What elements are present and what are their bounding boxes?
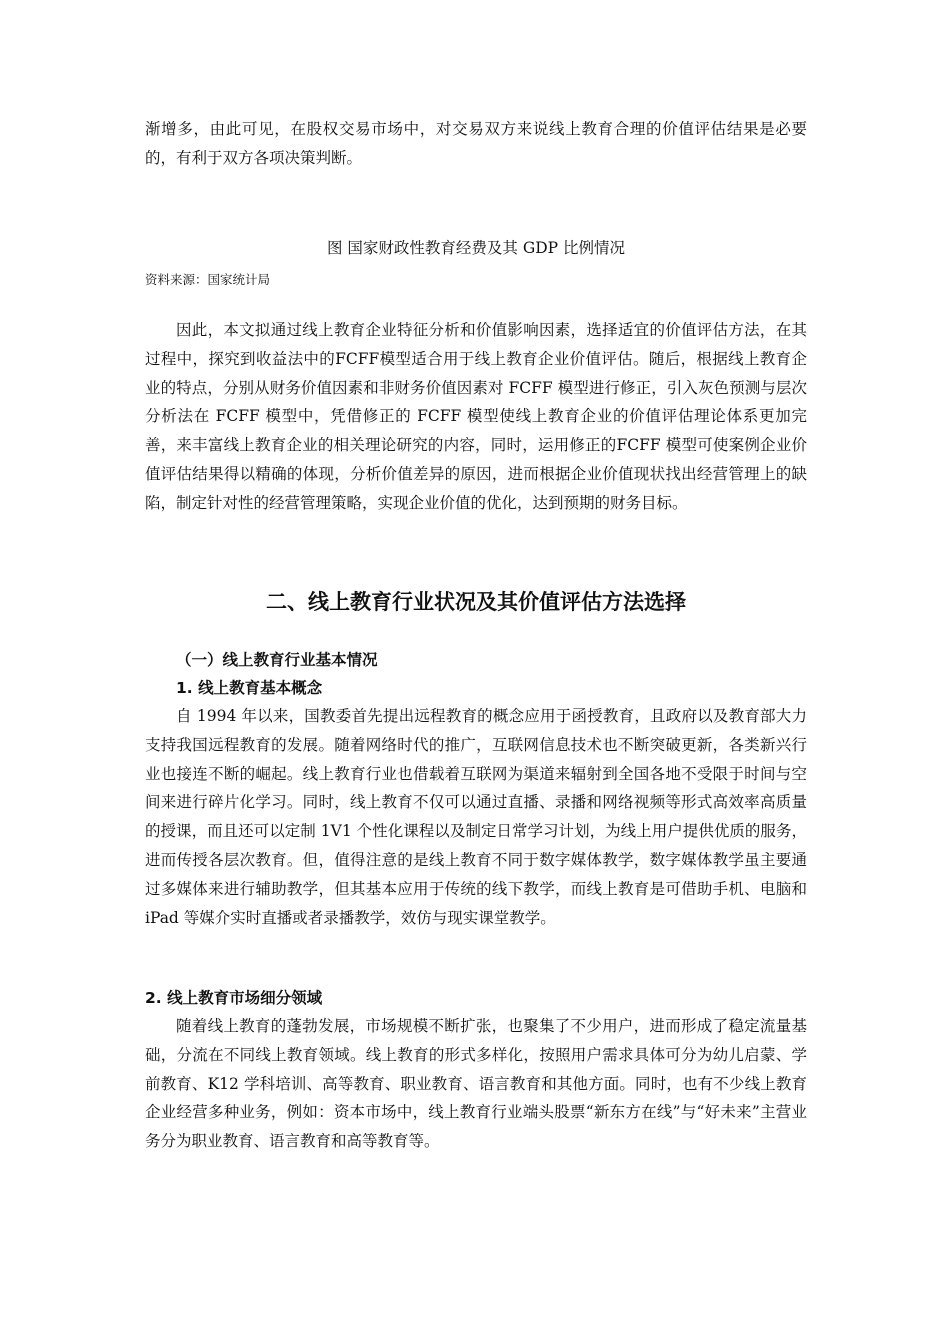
subsubsection-heading-segments: 2. 线上教育市场细分领域 [145, 989, 323, 1007]
section-heading: 二、线上教育行业状况及其价值评估方法选择 [266, 590, 686, 614]
subsubsection-heading-concept: 1. 线上教育基本概念 [176, 679, 323, 697]
figure-source: 资料来源：国家统计局 [145, 272, 271, 287]
paragraph-market-segments: 随着线上教育的蓬勃发展，市场规模不断扩张，也聚集了不少用户，进而形成了稳定流量基础，分流在不同线上教育领域。线上教育的形式多样化，按照用户需求具体可分为幼儿启蒙、学前教育、K12 学科培训、高等教育、职业教育、语言教育和其他方面。同时，也有不少线上教育企业经营多种业务，例如：资本市场中，线上教育行业端头股票“新东方在线”与“好未来”主营业务分为职业教育、语言教育和高等教育等。 [145, 1017, 807, 1151]
figure-caption: 图 国家财政性教育经费及其 GDP 比例情况 [326, 239, 626, 257]
paragraph-intro-end: 渐增多，由此可见，在股权交易市场中，对交易双方来说线上教育合理的价值评估结果是必要的，有利于双方各项决策判断。 [145, 120, 807, 167]
subsection-heading: （一）线上教育行业基本情况 [176, 651, 378, 669]
paragraph-research-purpose: 因此，本文拟通过线上教育企业特征分析和价值影响因素，选择适宜的价值评估方法，在其过程中，探究到收益法中的FCFF模型适合用于线上教育企业价值评估。随后，根据线上教育企业的特点，分别从财务价值因素和非财务价值因素对 FCFF 模型进行修正，引入灰色预测与层次分析法在 FCFF 模型中，凭借修正的 FCFF 模型使线上教育企业的价值评估理论体系更加完善，来丰富线上教育企业的相关理论研究的内容，同时，运用修正的FCFF 模型可使案例企业价值评估结果得以精确的体现，分析价值差异的原因，进而根据企业价值现状找出经营管理上的缺陷，制定针对性的经营管理策略，实现企业价值的优化，达到预期的财务目标。 [145, 321, 807, 512]
paragraph-basic-concept: 自 1994 年以来，国教委首先提出远程教育的概念应用于函授教育，且政府以及教育部大力支持我国远程教育的发展。随着网络时代的推广，互联网信息技术也不断突破更新，各类新兴行业也接连不断的崛起。线上教育行业也借载着互联网为渠道来辐射到全国各地不受限于时间与空间来进行碎片化学习。同时，线上教育不仅可以通过直播、录播和网络视频等形式高效率高质量的授课，而且还可以定制 1V1 个性化课程以及制定日常学习计划，为线上用户提供优质的服务，进而传授各层次教育。但，值得注意的是线上教育不同于数字媒体教学，数字媒体教学虽主要通过多媒体来进行辅助教学，但其基本应用于传统的线下教学，而线上教育是可借助手机、电脑和 iPad 等媒介实时直播或者录播教学，效仿与现实课堂教学。 [145, 707, 807, 927]
